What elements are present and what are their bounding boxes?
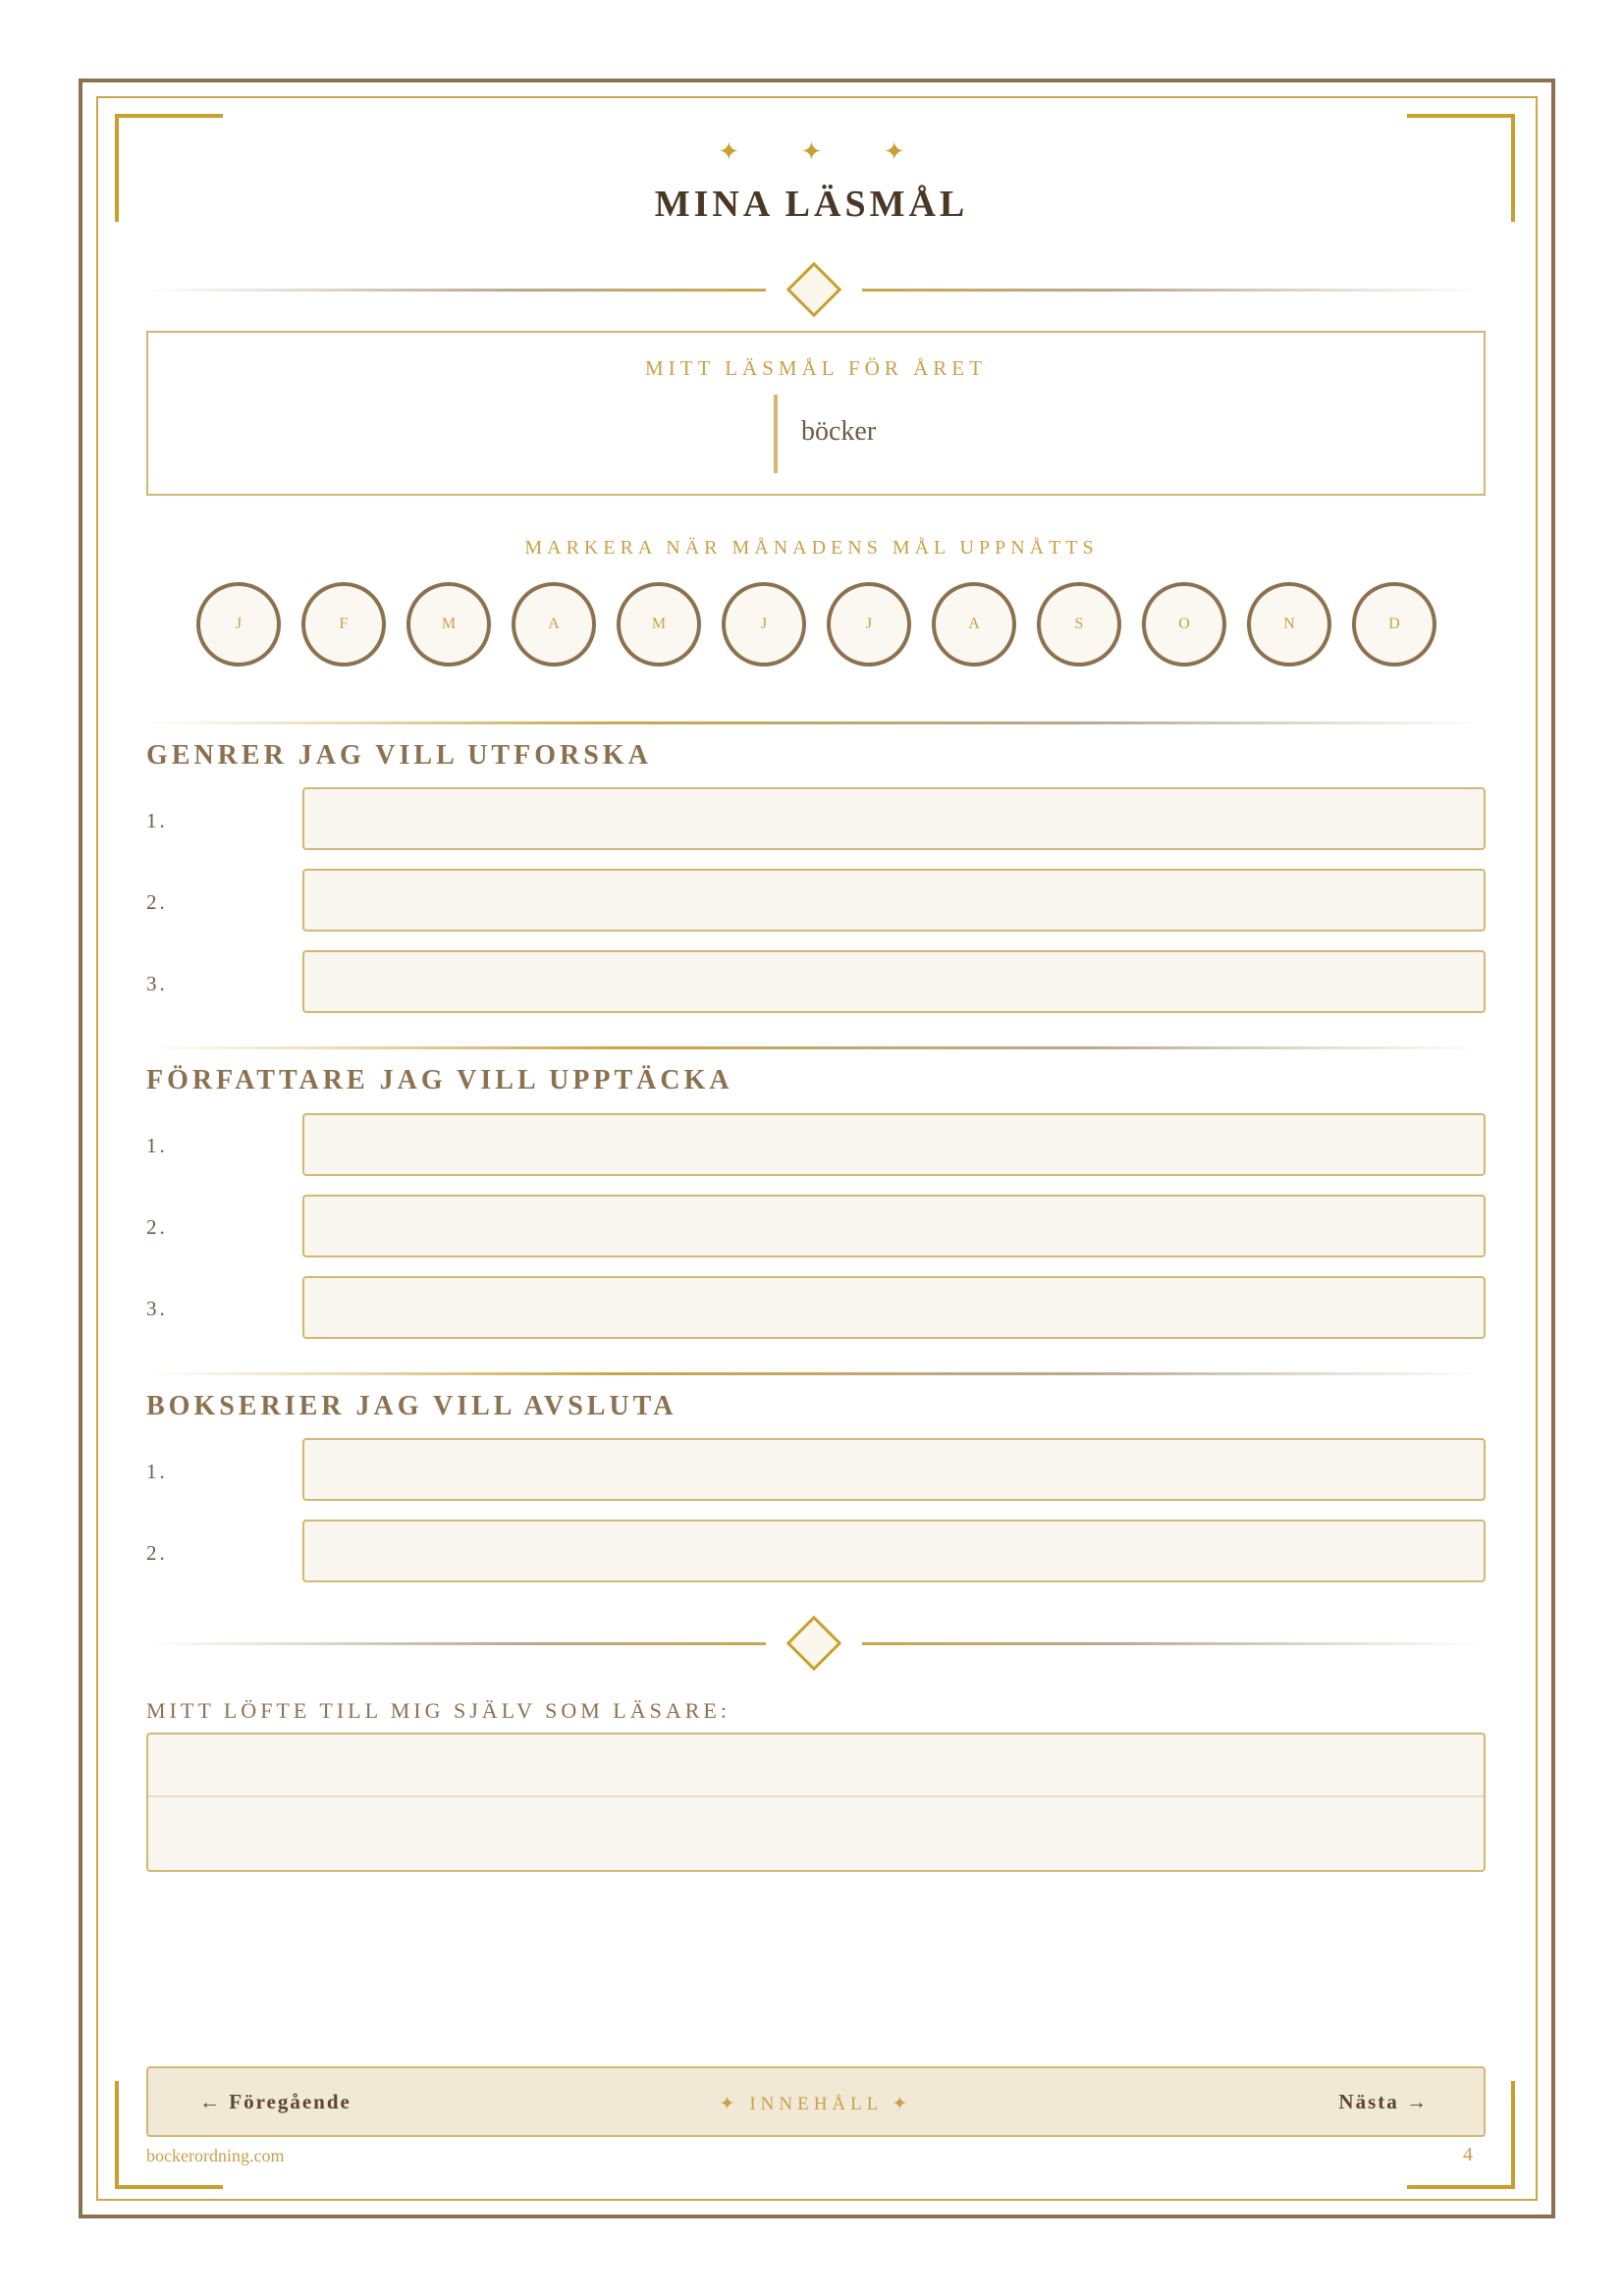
month-circle-jun[interactable]: J xyxy=(722,582,806,667)
genre-input-3[interactable] xyxy=(302,950,1486,1013)
page-number: 4 xyxy=(1463,2144,1473,2165)
month-circle-oct[interactable]: O xyxy=(1142,582,1226,667)
month-circle-nov[interactable]: N xyxy=(1247,582,1331,667)
previous-page-link[interactable]: ← Föregående xyxy=(199,2090,352,2113)
authors-section-title: FÖRFATTARE JAG VILL UPPTÄCKA xyxy=(146,1065,733,1095)
page-title: MINA LÄSMÅL xyxy=(654,184,969,225)
promise-textarea[interactable] xyxy=(146,1733,1486,1872)
star-icon-row: ✦ ✦ ✦ xyxy=(718,137,933,166)
genres-section-title: GENRER JAG VILL UTFORSKA xyxy=(146,740,652,771)
year-goal-input[interactable] xyxy=(774,395,778,473)
page-navigation xyxy=(146,2066,1486,2137)
month-circle-mar[interactable]: M xyxy=(406,582,491,667)
series-row-number: 1. xyxy=(146,1460,168,1483)
section-separator xyxy=(147,721,1481,724)
diamond-icon xyxy=(786,1616,842,1672)
section-separator xyxy=(147,1372,1481,1375)
genres-row-number: 1. xyxy=(146,809,168,832)
year-goal-box xyxy=(146,331,1486,496)
month-tracker xyxy=(196,582,1435,668)
footer-website[interactable]: bockerordning.com xyxy=(146,2146,285,2165)
authors-row-number: 2. xyxy=(146,1215,168,1239)
month-circle-apr[interactable]: A xyxy=(512,582,596,667)
divider-line-right xyxy=(862,1642,1481,1645)
month-circle-dec[interactable]: D xyxy=(1352,582,1436,667)
author-input-1[interactable] xyxy=(302,1113,1486,1176)
divider-line-left xyxy=(147,289,766,292)
promise-line xyxy=(148,1795,1484,1797)
series-row-number: 2. xyxy=(146,1541,168,1565)
year-goal-label: MITT LÄSMÅL FÖR ÅRET xyxy=(645,356,987,380)
divider-line-left xyxy=(147,1642,766,1645)
month-circle-sep[interactable]: S xyxy=(1037,582,1121,667)
author-input-3[interactable] xyxy=(302,1276,1486,1339)
promise-label: MITT LÖFTE TILL MIG SJÄLV SOM LÄSARE: xyxy=(146,1698,730,1723)
month-circle-feb[interactable]: F xyxy=(301,582,386,667)
months-label: MARKERA NÄR MÅNADENS MÅL UPPNÅTTS xyxy=(524,537,1099,559)
authors-row-number: 1. xyxy=(146,1134,168,1157)
genre-input-1[interactable] xyxy=(302,787,1486,850)
table-of-contents-link[interactable]: ✦ INNEHÅLL ✦ xyxy=(719,2094,913,2114)
ornament-divider-top xyxy=(147,265,1481,314)
divider-line-right xyxy=(862,289,1481,292)
series-input-1[interactable] xyxy=(302,1438,1486,1501)
author-input-2[interactable] xyxy=(302,1195,1486,1257)
genre-input-2[interactable] xyxy=(302,869,1486,932)
section-separator xyxy=(147,1046,1481,1049)
year-goal-unit: böcker xyxy=(801,416,877,447)
genres-row-number: 3. xyxy=(146,972,168,995)
genres-row-number: 2. xyxy=(146,890,168,914)
month-circle-jul[interactable]: J xyxy=(827,582,911,667)
series-section-title: BOKSERIER JAG VILL AVSLUTA xyxy=(146,1391,677,1421)
month-circle-aug[interactable]: A xyxy=(932,582,1016,667)
authors-row-number: 3. xyxy=(146,1297,168,1320)
series-input-2[interactable] xyxy=(302,1520,1486,1582)
next-page-link[interactable]: Nästa → xyxy=(1338,2090,1429,2113)
month-circle-may[interactable]: M xyxy=(617,582,701,667)
ornament-divider-bottom xyxy=(147,1619,1481,1668)
diamond-icon xyxy=(786,262,842,318)
month-circle-jan[interactable]: J xyxy=(196,582,281,667)
